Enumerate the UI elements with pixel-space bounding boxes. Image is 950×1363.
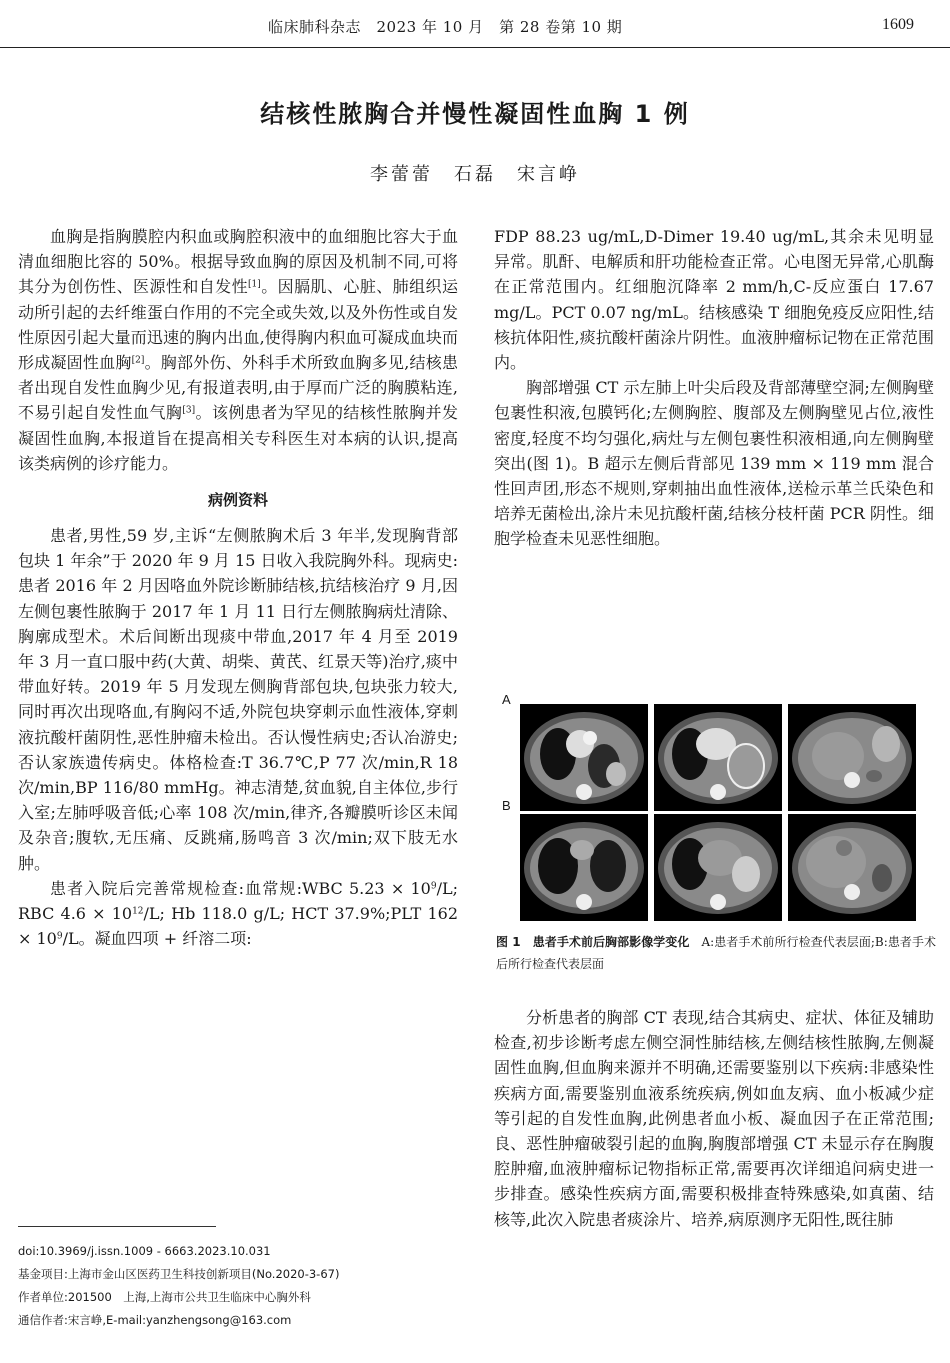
lab-results-paragraph: FDP 88.23 ug/mL,D-Dimer 19.40 ug/mL,其余未见明显异常。肌酐、电解质和肝功能检查正常。心电图无异常,心肌酶在正常范围内。红细胞沉降率 2 mm/h,C-反应蛋白 17.67 mg/L。PCT 0.07 ng/mL。结核感染 T 细胞免疫反应阳性,结核抗体阳性,痰抗酸杆菌涂片阴性。血液肿瘤标记物在正常范围内。 xyxy=(494,227,934,373)
panel-label-b: B xyxy=(502,798,511,813)
case-paragraph-2: 患者入院后完善常规检查:血常规:WBC $5.23 \times 10^9/L$; RBC $4.6 \times 10^{12}/L$; Hb 118.0 g/L; HCT 37.9%;PLT $162 \times 10^9/L$。凝血四项 + 纤溶二项: xyxy=(18,878,459,949)
ct-image-a3 xyxy=(788,704,916,811)
footnote-affiliation: 作者单位:201500 上海,上海市公共卫生临床中心胸外科 xyxy=(18,1290,311,1304)
right-column-lower xyxy=(494,1005,934,1232)
journal-info: 临床肺科杂志 2023 年 10 月 第 28 卷第 10 期 xyxy=(268,18,623,36)
footnote-doi: doi:10.3969/j.issn.1009 - 6663.2023.10.031 xyxy=(18,1244,271,1258)
citation-2[interactable]: [2] xyxy=(131,355,145,366)
ct-image-b3 xyxy=(788,814,916,921)
citation-3[interactable]: [3] xyxy=(182,406,196,417)
analysis-paragraph: 分析患者的胸部 CT 表现,结合其病史、症状、体征及辅助检查,初步诊断考虑左侧空洞性肺结核,左侧结核性脓胸,左侧凝固性血胸,但血胸来源并不明确,还需要鉴别以下疾病:非感染性疾病方面,需要鉴别血液系统疾病,例如血友病、血小板减少症等引起的自发性血胸,此例患者血小板、凝血因子在正常范围;良、恶性肿瘤破裂引起的血胸,胸腹部增强 CT 未显示存在胸腹腔肿瘤,血液肿瘤标记物指标正常,需要再次详细追问病史进一步排查。感染性疾病方面,需要积极排查特殊感染,如真菌、结核等,此次入院患者痰涂片、培养,病原测序无阳性,既往肺 xyxy=(494,1008,934,1229)
figure-caption-label: 图 1 患者手术前后胸部影像学变化 xyxy=(496,935,690,949)
running-header xyxy=(0,0,950,48)
panel-label-a: A xyxy=(502,692,511,707)
ct-image-b1 xyxy=(520,814,648,921)
section-heading: 病例资料 xyxy=(207,491,268,510)
imaging-paragraph: 胸部增强 CT 示左肺上叶尖后段及背部薄壁空洞;左侧胸壁包裹性积液,包膜钙化;左侧胸腔、腹部及左侧胸壁见占位,液性密度,轻度不均匀强化,病灶与左侧包裹性积液相通,向左侧胸壁突出(图 1)。B 超示左侧后背部见 139 mm × 119 mm 混合性回声团,形态不规则,穿刺抽出血性液体,送检示革兰氏染色和培养无菌检出,涂片未见抗酸杆菌,结核分枝杆菌 PCR 阴性。细胞学检查未见恶性细胞。 xyxy=(494,378,934,549)
right-column xyxy=(494,224,934,552)
page-number: 1609 xyxy=(882,16,914,33)
citation-1[interactable]: [1] xyxy=(248,280,261,291)
article-authors: 李蕾蕾 石磊 宋言峥 xyxy=(370,164,580,185)
ct-image-a1 xyxy=(520,704,648,811)
footnote-corresponding: 通信作者:宋言峥,E-mail:yanzhengsong@163.com xyxy=(18,1313,292,1327)
ct-image-a2 xyxy=(654,704,782,811)
article-title: 结核性脓胸合并慢性凝固性血胸 1 例 xyxy=(260,100,690,128)
footnote-divider xyxy=(18,1226,216,1227)
footnote-fund: 基金项目:上海市金山区医药卫生科技创新项目(No.2020-3-67) xyxy=(18,1267,340,1281)
footnotes xyxy=(18,1240,458,1332)
left-column xyxy=(18,224,458,951)
case-paragraph-1: 患者,男性,59 岁,主诉“左侧脓胸术后 3 年半,发现胸背部包块 1 年余”于 2020 年 9 月 15 日收入我院胸外科。现病史:患者 2016 年 2 月因咯血外院诊断肺结核,抗结核治疗 9 月,因左侧包裹性脓胸于 2017 年 1 月 11 日行左侧脓胸病灶清除、胸廓成型术。术后间断出现痰中带血,2017 年 4 月至 2019 年 3 月一直口服中药(大黄、胡柴、黄芪、红景天等)治疗,痰中带血好转。2019 年 5 月发现左侧胸背部包块,包块张力较大,同时再次出现咯血,有胸闷不适,外院包块穿刺示血性液体,穿刺液抗酸杆菌阴性,恶性肿瘤未检出。否认慢性病史;否认冶游史;否认家族遗传病史。体格检查:T 36.7℃,P 77 次/min,R 18 次/min,BP 116/80 mmHg。神志清楚,贫血貌,自主体位,步行入室;左肺呼吸音低;心率 108 次/min,律齐,各瓣膜听诊区未闻及杂音;腹软,无压痛、反跳痛,肠鸣音 3 次/min;双下肢无水肿。 xyxy=(18,526,458,873)
figure-1 xyxy=(504,692,932,924)
intro-paragraph: 血胸是指胸膜腔内积血或胸腔积液中的血细胞比容大于血清血细胞比容的 50%。根据导致血胸的原因及机制不同,可将其分为创伤性、医源性和自发性[1]。因膈肌、心脏、肺组织运动所引起的去纤维蛋白作用的不完全或失效,以及外伤性或自发性原因引起大量而迅速的胸内出血,使得胸内积血可凝成血块而形成凝固性血胸[2]。胸部外伤、外科手术所致血胸多见,结核患者出现自发性血胸少见,有报道表明,由于厚而广泛的胸膜粘连,不易引起自发性血气胸[3]。该例患者为罕见的结核性脓胸并发凝固性血胸,本报道旨在提高相关专科医生对本病的认识,提高该类病例的诊疗能力。 xyxy=(18,227,458,473)
ct-image-b2 xyxy=(654,814,782,921)
figure-caption-text: A:患者手术前所行检查代表层面;B:患者手术后所行检查代表层面 xyxy=(496,935,936,971)
figure-caption xyxy=(496,931,936,975)
